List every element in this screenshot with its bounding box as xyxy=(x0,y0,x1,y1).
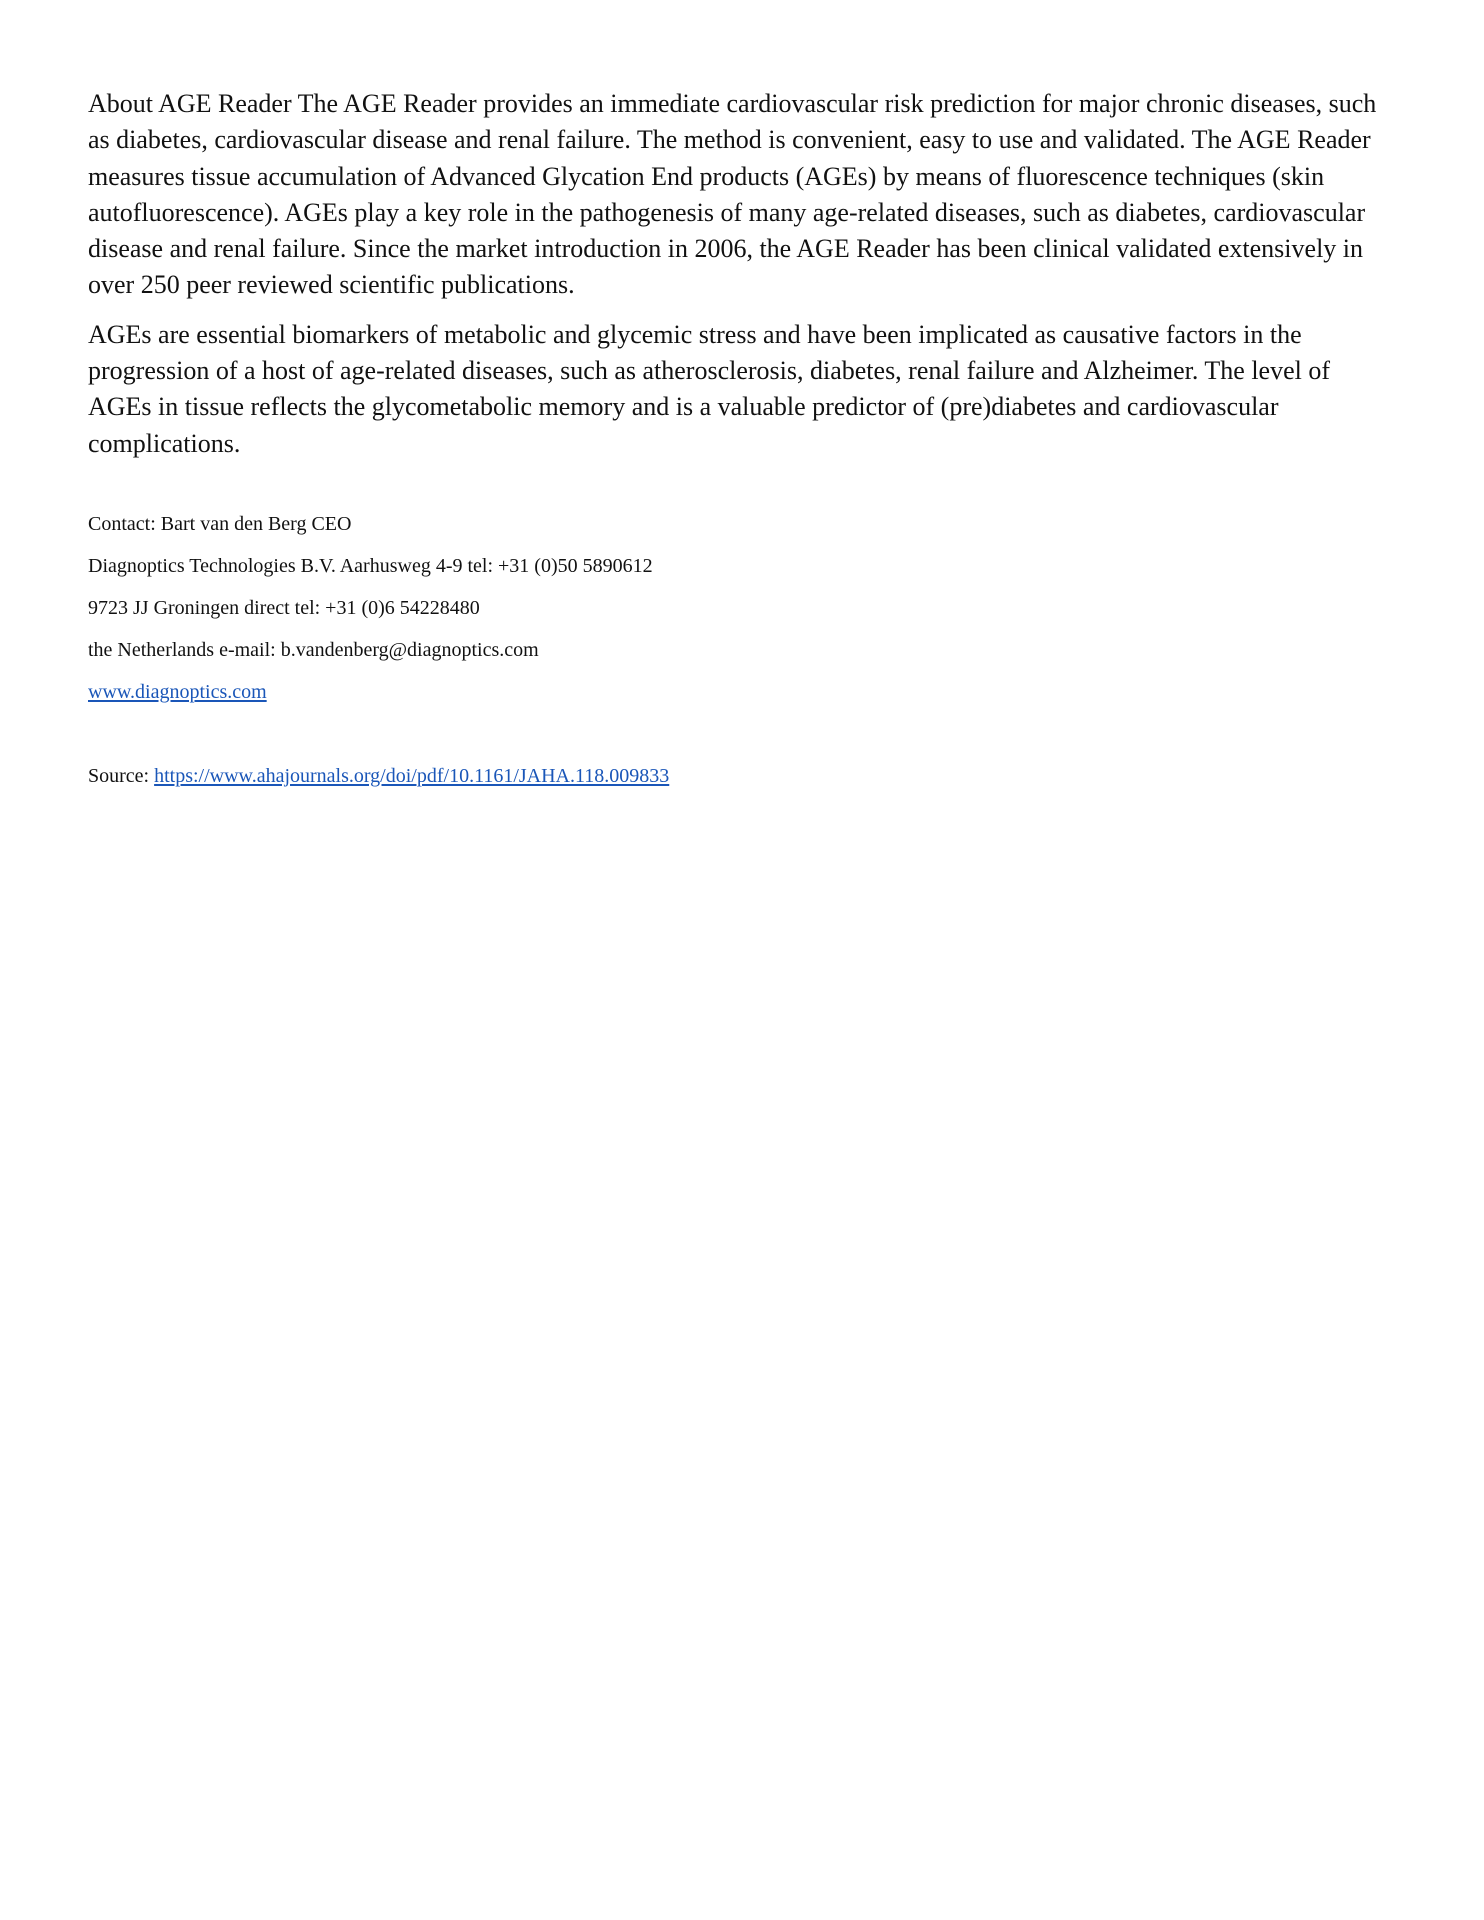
ages-paragraph: AGEs are essential biomarkers of metabolic and glycemic stress and have been implicated as causative factors in the progression of a host of age-related diseases, such as atherosclerosis, diabetes, renal failure and Alzheimer. The level of AGEs in tissue reflects the glycometabolic memory and is a valuable predictor of (pre)diabetes and cardiovascular complications. xyxy=(88,319,1331,458)
contact-city-phone: 9723 JJ Groningen direct tel: +31 (0)6 54228480 xyxy=(88,596,480,619)
contact-name: Contact: Bart van den Berg CEO xyxy=(88,512,352,535)
source-label: Source: xyxy=(88,764,155,787)
about-paragraph: About AGE Reader The AGE Reader provides an immediate cardiovascular risk prediction for major chronic diseases, such as diabetes, cardiovascular disease and renal failure. The method is convenient, easy to use and validated. The AGE Reader measures tissue accumulation of Advanced Glycation End products (AGEs) by means of fluorescence techniques (skin autofluorescence). AGEs play a key role in the pathogenesis of many age-related diseases, such as diabetes, cardiovascular disease and renal failure. Since the market introduction in 2006, the AGE Reader has been clinical validated extensively in over 250 peer reviewed scientific publications. xyxy=(88,89,1377,300)
source-line xyxy=(88,765,1388,787)
contact-country-email: the Netherlands e-mail: b.vandenberg@diagnoptics.com xyxy=(88,638,539,661)
contact-block xyxy=(88,513,1388,703)
website-link[interactable]: www.diagnoptics.com xyxy=(88,680,267,703)
contact-company-address: Diagnoptics Technologies B.V. Aarhusweg 4-9 tel: +31 (0)50 5890612 xyxy=(88,554,653,577)
contact-website-line xyxy=(88,681,1388,703)
document-page xyxy=(88,86,1388,807)
source-link[interactable]: https://www.ahajournals.org/doi/pdf/10.1161/JAHA.118.009833 xyxy=(154,764,670,787)
